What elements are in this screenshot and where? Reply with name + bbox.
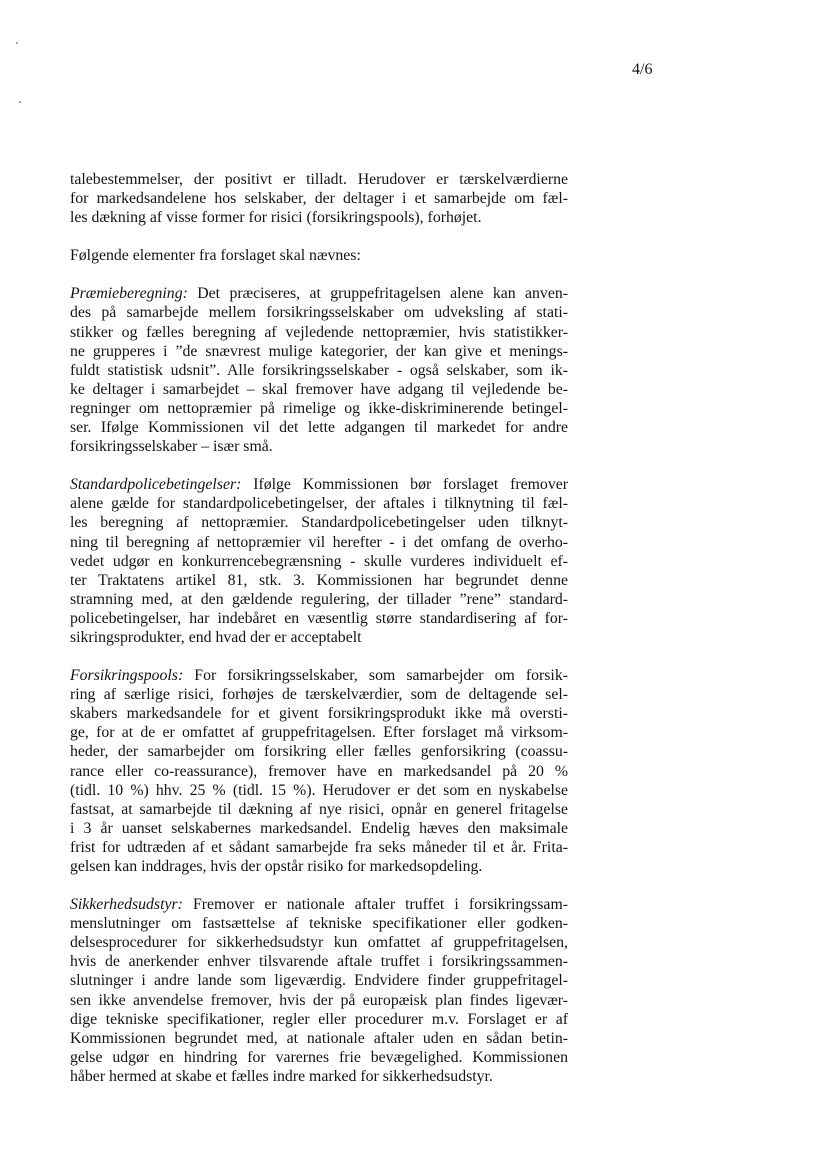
text-line: policebetingelser, har indebåret en væsentlig større standardisering af for- [70, 609, 568, 627]
text-line: ning til beregning af nettopræmier vil herefter - i det omfang de overho- [70, 533, 568, 551]
text-line: ge, for at de er omfattet af gruppefritagelsen. Efter forslaget må virksom- [70, 724, 568, 742]
text-line: hvis de anerkender enhver tilsvarende aftale truffet i forsikringssammen- [70, 953, 568, 971]
section-praemieberegning [70, 284, 568, 456]
text-line: gelse udgør en hindring for varernes frie bevægelighed. Kommissionen [70, 1048, 568, 1066]
text-line: Følgende elementer fra forslaget skal nævnes: [70, 247, 361, 265]
text-line: Standardpolicebetingelser: Ifølge Kommissionen bør forslaget fremover [70, 476, 568, 494]
text-line: stikker og fælles beregning af vejledende nettopræmier, hvis statistikker- [70, 323, 568, 341]
section-heading: Sikkerhedsudstyr: [70, 896, 183, 914]
text-line: håber hermed at skabe et fælles indre marked for sikkerhedsudstyr. [70, 1067, 493, 1085]
text-line: fuldt statistisk udsnit”. Alle forsikringsselskaber - også selskaber, som ik- [70, 361, 568, 379]
text-line: i 3 år uanset selskabernes markedsandel. Endelig hæves den maksimale [70, 819, 568, 837]
text-line: forsikringsselskaber – især små. [70, 438, 273, 456]
section-heading: Præmieberegning: [70, 285, 188, 303]
text-line: delsesprocedurer for sikkerhedsudstyr kun omfattet af gruppefritagelsen, [70, 934, 568, 952]
section-heading: Forsikringspools: [70, 667, 184, 685]
section-standardpolicebetingelser [70, 475, 568, 647]
text-line: vedet udgør en konkurrencebegrænsning - skulle vurderes individuelt ef- [70, 552, 568, 570]
text-line: les dækning af visse former for risici (forsikringspools), forhøjet. [70, 209, 482, 227]
text-line: frist for udtræden af et sådant samarbejde fra seks måneder til et år. Frita- [70, 838, 568, 856]
text-line: ne grupperes i ”de snævrest mulige kategorier, der kan give et menings- [70, 342, 568, 360]
document-body [70, 170, 568, 1105]
text-line: rance eller co-reassurance), fremover have en markedsandel på 20 % [70, 762, 568, 780]
section-heading: Standardpolicebetingelser: [70, 476, 242, 494]
text-line: des på samarbejde mellem forsikringsselskaber om udveksling af stati- [70, 304, 568, 322]
text-line: (tidl. 10 %) hhv. 25 % (tidl. 15 %). Herudover er det som en nyskabelse [70, 781, 568, 799]
text-line: ke deltager i samarbejdet – skal fremover have adgang til vejledende be- [70, 380, 568, 398]
text-line: skabers markedsandele for et givent forsikringsprodukt ikke må oversti- [70, 705, 568, 723]
text-line: menslutninger om fastsættelse af tekniske specifikationer eller godken- [70, 915, 568, 933]
text-line: Sikkerhedsudstyr: Fremover er nationale aftaler truffet i forsikringssam- [70, 896, 568, 914]
scan-speck [16, 42, 18, 44]
text-line: heder, der samarbejder om forsikring eller fælles genforsikring (coassu- [70, 743, 568, 761]
text-line: ring af særlige risici, forhøjes de tærskelværdier, som de deltagende sel- [70, 686, 568, 704]
text-line: dige tekniske specifikationer, regler eller procedurer m.v. Forslaget er af [70, 1010, 568, 1028]
text-line: regninger om nettopræmier på rimelige og ikke-diskriminerende betingel- [70, 399, 568, 417]
lead-paragraph [70, 246, 568, 265]
text-line: ter Traktatens artikel 81, stk. 3. Kommissionen har begrundet denne [70, 571, 568, 589]
text-line: Præmieberegning: Det præciseres, at gruppefritagelsen alene kan anven- [70, 285, 568, 303]
section-sikkerhedsudstyr [70, 895, 568, 1086]
text-line: fastsat, at samarbejde til dækning af nye risici, opnår en generel fritagelse [70, 800, 568, 818]
text-line: alene gælde for standardpolicebetingelser, der aftales i tilknytning til fæl- [70, 495, 568, 513]
scan-speck [19, 101, 21, 103]
text-line: les beregning af nettopræmier. Standardpolicebetingelser uden tilknyt- [70, 514, 568, 532]
page-number: 4/6 [632, 61, 653, 78]
text-line: Forsikringspools: For forsikringsselskaber, som samarbejder om forsik- [70, 667, 568, 685]
text-line: Kommissionen begrundet med, at nationale aftaler uden en sådan betin- [70, 1029, 568, 1047]
text-line: talebestemmelser, der positivt er tilladt. Herudover er tærskelværdierne [70, 171, 568, 188]
text-line: stramning med, at den gældende regulering, der tillader ”rene” standard- [70, 590, 568, 608]
text-line: slutninger i andre lande som ligeværdig. Endvidere finder gruppefritagel- [70, 972, 568, 990]
text-line: sen ikke anvendelse fremover, hvis der på europæisk plan findes ligevær- [70, 991, 568, 1009]
text-line: for markedsandelene hos selskaber, der deltager i et samarbejde om fæl- [70, 190, 568, 208]
text-line: gelsen kan inddrages, hvis der opstår risiko for markedsopdeling. [70, 858, 483, 875]
section-forsikringspools [70, 666, 568, 876]
text-line: sikringsprodukter, end hvad der er acceptabelt [70, 628, 362, 646]
intro-paragraph [70, 170, 568, 227]
text-line: ser. Ifølge Kommissionen vil det lette adgangen til markedet for andre [70, 419, 568, 437]
